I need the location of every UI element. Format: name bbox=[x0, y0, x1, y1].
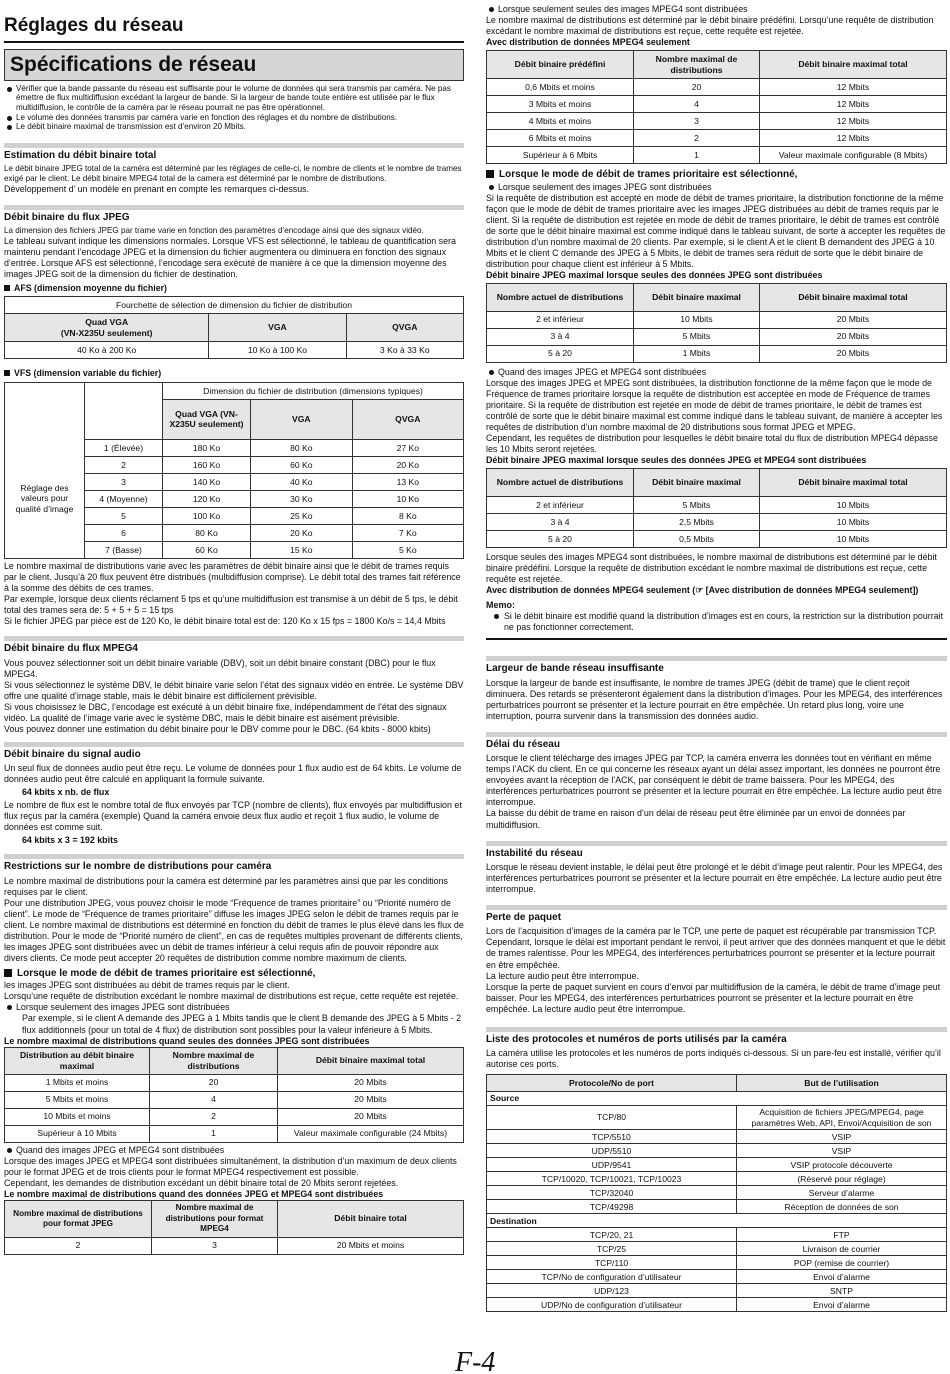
ports-source-row-cell: TCP/32040 bbox=[487, 1186, 737, 1200]
instability-heading: Instabilité du réseau bbox=[486, 841, 947, 860]
ports-source-row-cell: Réception de données de son bbox=[737, 1200, 947, 1214]
table4-title: Débit binaire JPEG maximal lorsque seules des données JPEG sont distribuées bbox=[486, 269, 823, 280]
ports-dest-row bbox=[487, 1228, 947, 1242]
table5-row-cell: 5 Mbits bbox=[634, 497, 760, 514]
vfs-row-cell: 140 Ko bbox=[163, 473, 251, 490]
mpeg4-heading: Débit binaire du flux MPEG4 bbox=[4, 636, 464, 655]
table5-row-cell: 0,5 Mbits bbox=[634, 531, 760, 548]
table4-row-cell: 1 Mbits bbox=[634, 345, 760, 362]
page-number: F-4 bbox=[455, 1347, 496, 1374]
ports-source-row-cell: UDP/9541 bbox=[487, 1158, 737, 1172]
table4-row-cell: 20 Mbits bbox=[760, 311, 947, 328]
after-table5: Lorsque seules des images MPEG4 sont distribuées, le nombre maximal de distributions est déterminé par le débit binaire prédéfini. Lorsque la requête de distribution excédant le nombre maximal de distributions est reçue, cette requête est rejetée. bbox=[486, 552, 937, 585]
table3-row bbox=[487, 79, 947, 96]
table1-row-cell: Supérieur à 10 Mbits bbox=[5, 1125, 150, 1142]
mode2-heading: Lorsque le mode de débit de trames prioritaire est sélectionné, bbox=[486, 169, 947, 181]
vfs-row-cell: 7 Ko bbox=[352, 524, 463, 541]
table2-title: Le nombre maximal de distributions quand des données JPEG et MPEG4 sont distribuées bbox=[4, 1188, 384, 1199]
afs-table bbox=[4, 296, 464, 359]
table5-row-cell: 2 et inférieur bbox=[487, 497, 634, 514]
table3-row-cell: 2 bbox=[634, 130, 760, 147]
mixed-max-bitrate-table bbox=[486, 468, 947, 548]
mixed-text-2: Cependant, les demandes de distribution excédant un débit binaire total de 20 Mbits seront rejetées. bbox=[4, 1177, 399, 1188]
table3-row-cell: 12 Mbits bbox=[760, 113, 947, 130]
ports-destination-label: Destination bbox=[487, 1214, 947, 1228]
vfs-header: Quad VGA (VN-X235U seulement) bbox=[163, 399, 251, 439]
ports-source-row-cell: VSIP protocole découverte bbox=[737, 1158, 947, 1172]
vfs-row-cell: 80 Ko bbox=[251, 439, 353, 456]
table3-row-cell: 12 Mbits bbox=[760, 79, 947, 96]
jpeg-text-2: Le tableau suivant indique les dimensions normales. Lorsque VFS est sélectionné, le tableau de quantification sera maintenu pendant l’encodage JPEG et la dimension du fichier augmentera ou diminuera en fonction des signaux d’entrée. Lorsque AFS est sélectionné, l’encodage sera exécuté de manière à ce que la dimension moyenne des images JPEG soit de la dimension du fichier de destination. bbox=[4, 236, 456, 280]
table4-row bbox=[487, 328, 947, 345]
vfs-header: QVGA bbox=[352, 399, 463, 439]
estimation-heading: Estimation du débit binaire total bbox=[4, 143, 464, 162]
ports-source-row-cell: TCP/10020, TCP/10021, TCP/10023 bbox=[487, 1172, 737, 1186]
table5-row-cell: 10 Mbits bbox=[760, 497, 947, 514]
vfs-row bbox=[5, 439, 464, 456]
table4-row-cell: 2 et inférieur bbox=[487, 311, 634, 328]
packet-text-2: La lecture audio peut être interrompue. bbox=[486, 970, 639, 981]
table5-header: Débit binaire maximal bbox=[634, 469, 760, 497]
right-jpeg-only-text: Si la requête de distribution est accepté en mode de débit de trames prioritaire, la distribution fonctionne de la même façon que le mode de débit de trames prioritaire avec les images JPEG distribuées au débit de trames requis par le client. Si la requête de distribution est rejetée en mode de débit de trames prioritaire, le débit de trames est contrôlé de sorte que le débit binaire maximal est comme indiqué dans le tableau suivant, de sorte à accepter les requêtes de distribution d’un nombre maximal de 20 clients. Par exemple, si le client A et le client B demandent des JPEG à 10 Mbits et le client C demande des JPEG à 5 Mbits, le débit de trames sera réduit de sorte que le débit binaire de distribution pour chaque client est inférieur à 5 Mbits. bbox=[486, 192, 946, 269]
ports-source-row-cell: (Réservé pour réglage) bbox=[737, 1172, 947, 1186]
table4-row-cell: 5 Mbits bbox=[634, 328, 760, 345]
table1-row-cell: 20 Mbits bbox=[278, 1108, 464, 1125]
vfs-row-cell: 30 Ko bbox=[251, 490, 353, 507]
afs-header: QVGA bbox=[346, 314, 463, 342]
vfs-row-cell: 60 Ko bbox=[163, 541, 251, 558]
vfs-row-cell: 100 Ko bbox=[163, 507, 251, 524]
table3-title: Avec distribution de données MPEG4 seulement bbox=[486, 37, 690, 48]
ports-dest-row-cell: Envoi d’alarme bbox=[737, 1270, 947, 1284]
jpeg-only-bullet: Lorsque seulement des images JPEG sont distribuées bbox=[4, 1002, 464, 1013]
right-jpeg-only-bullet: Lorsque seulement des images JPEG sont distribuées bbox=[486, 182, 947, 193]
table5-header: Débit binaire maximal total bbox=[760, 469, 947, 497]
delay-heading: Délai du réseau bbox=[486, 732, 947, 751]
vfs-row-cell: 15 Ko bbox=[251, 541, 353, 558]
spec-bullet: Le débit binaire maximal de transmission est d’environ 20 Mbits. bbox=[4, 122, 464, 132]
table3-row-cell: Supérieur à 6 Mbits bbox=[487, 147, 634, 164]
ports-source-row-cell: UDP/5510 bbox=[487, 1144, 737, 1158]
table1-row-cell: 20 Mbits bbox=[278, 1091, 464, 1108]
ports-dest-row-cell: UDP/No de configuration d’utilisateur bbox=[487, 1298, 737, 1312]
vfs-row-cell: 3 bbox=[85, 473, 163, 490]
table2-header: Nombre maximal de distributions pour format JPEG bbox=[5, 1200, 152, 1237]
mode-heading: Lorsque le mode de débit de trames prioritaire est sélectionné, bbox=[4, 968, 464, 980]
ports-dest-row-cell: Envoi d’alarme bbox=[737, 1298, 947, 1312]
table1-row bbox=[5, 1074, 464, 1091]
vfs-row-cell: 5 bbox=[85, 507, 163, 524]
vfs-row-cell: 6 bbox=[85, 524, 163, 541]
afs-header: Quad VGA (VN-X235U seulement) bbox=[5, 314, 209, 342]
memo-text: Si le débit binaire est modifié quand la distribution d’images est en cours, la restriction sur la distribution pourrait ne pas fonctionner correctement. bbox=[486, 611, 947, 633]
ports-source-row-cell: Acquisition de fichiers JPEG/MPEG4, page paramètres Web, API, Envoi/Acquisition de son bbox=[737, 1106, 947, 1130]
ports-source-label: Source bbox=[487, 1092, 947, 1106]
delay-text: Lorsque le client télécharge des images JPEG par TCP, la caméra enverra les données tout en vérifiant en même temps l’ACK du client. En ce qui concerne les réseaux ayant un délai assez important, les données ne pourront être envoyées avant la réception de l’ACK, par conséquent le débit de trame baissera. Pour les MPEG4, des interférences perturbatrices pourront se présenter et la lecture pourrait en être empêchée. La lecture audio peut être interrompue. bbox=[486, 753, 942, 808]
mpeg4-only-text: Le nombre maximal de distributions est déterminé par le débit binaire prédéfini. Lorsqu’une requête de distribution excédant le nombre maximal de distributions est reçue, cette requête est rejetée. bbox=[486, 15, 934, 37]
vfs-label: VFS (dimension variable du fichier) bbox=[4, 368, 464, 379]
ports-source-row-cell: VSIP bbox=[737, 1144, 947, 1158]
restrictions-heading: Restrictions sur le nombre de distributions pour caméra bbox=[4, 854, 464, 873]
table1-row bbox=[5, 1091, 464, 1108]
table4-header: Nombre actuel de distributions bbox=[487, 283, 634, 311]
table4-header: Débit binaire maximal bbox=[634, 283, 760, 311]
ports-dest-row bbox=[487, 1298, 947, 1312]
page-title: Réglages du réseau bbox=[4, 14, 464, 43]
mpeg4-only-bullet: Lorsque seulement seules des images MPEG4 sont distribuées bbox=[486, 4, 947, 15]
table3-row-cell: 0,6 Mbits et moins bbox=[487, 79, 634, 96]
ports-dest-row bbox=[487, 1270, 947, 1284]
table1-row-cell: 20 bbox=[150, 1074, 278, 1091]
table3-row bbox=[487, 96, 947, 113]
table1-row bbox=[5, 1125, 464, 1142]
table3-row bbox=[487, 130, 947, 147]
right-mixed-text-2: Cependant, les requêtes de distribution pour lesquelles le débit binaire total du flux de distribution MPEG4 dépasse les 10 Mbits seront rejetées. bbox=[486, 432, 938, 455]
afs-cell: 40 Ko à 200 Ko bbox=[5, 342, 209, 359]
ports-header: But de l’utilisation bbox=[737, 1075, 947, 1092]
mixed-distribution-table bbox=[4, 1200, 464, 1255]
ports-dest-row-cell: SNTP bbox=[737, 1284, 947, 1298]
table3-row bbox=[487, 113, 947, 130]
vfs-row-cell: 40 Ko bbox=[251, 473, 353, 490]
table5-row-cell: 3 à 4 bbox=[487, 514, 634, 531]
vfs-row-cell: 7 (Basse) bbox=[85, 541, 163, 558]
table2-header: Débit binaire total bbox=[278, 1200, 464, 1237]
ports-text: La caméra utilise les protocoles et les numéros de ports indiqués ci-dessous. Si un pare-feu est installé, vérifier qu’il autorise ces ports. bbox=[486, 1048, 941, 1070]
table4-row bbox=[487, 311, 947, 328]
jpeg-after-2: Par exemple, lorsque deux clients réclament 5 tps et qu’une multidiffusion est transmise à un débit de 5 tps, le débit total des trames sera de: 5 + 5 + 5 = 15 tps bbox=[4, 594, 458, 616]
table3-row bbox=[487, 147, 947, 164]
table5-row-cell: 10 Mbits bbox=[760, 531, 947, 548]
mixed-bullet: Quand des images JPEG et MPEG4 sont distribuées bbox=[4, 1145, 464, 1156]
table1-row-cell: Valeur maximale configurable (24 Mbits) bbox=[278, 1125, 464, 1142]
ports-source-row bbox=[487, 1186, 947, 1200]
ports-heading: Liste des protocoles et numéros de ports utilisés par la caméra bbox=[486, 1027, 947, 1046]
bandwidth-text: Lorsque la largeur de bande est insuffisante, le nombre de trames JPEG (débit de trame) que le client reçoit diminuera. Des retards se présenteront également dans la distribution d’images. Pour les MPEG4, des interférences perturbatrices pourront se présenter et la lecture pourrait en être empêchée. Un retard plus long, voire une interruption, pourra survenir dans la transmission des données audio. bbox=[486, 677, 943, 721]
table5-row bbox=[487, 531, 947, 548]
left-column bbox=[4, 14, 464, 1255]
ports-source-row bbox=[487, 1172, 947, 1186]
table3-row-cell: 12 Mbits bbox=[760, 96, 947, 113]
memo-label: Memo: bbox=[486, 600, 515, 611]
table3-row-cell: 1 bbox=[634, 147, 760, 164]
ports-dest-row-cell: Livraison de courrier bbox=[737, 1242, 947, 1256]
audio-formula: 64 kbits x nb. de flux bbox=[22, 787, 110, 798]
vfs-row-cell: 20 Ko bbox=[251, 524, 353, 541]
table4-header: Débit binaire maximal total bbox=[760, 283, 947, 311]
ports-source-row bbox=[487, 1106, 947, 1130]
ports-dest-row bbox=[487, 1284, 947, 1298]
table3-row-cell: 6 Mbits et moins bbox=[487, 130, 634, 147]
table1-title: Le nombre maximal de distributions quand seules des données JPEG sont distribuées bbox=[4, 1035, 370, 1046]
table3-row-cell: 3 Mbits et moins bbox=[487, 96, 634, 113]
table1-row-cell: 2 bbox=[150, 1108, 278, 1125]
table5-header: Nombre actuel de distributions bbox=[487, 469, 634, 497]
table1-row-cell: 5 Mbits et moins bbox=[5, 1091, 150, 1108]
table2-cell: 20 Mbits et moins bbox=[278, 1237, 464, 1254]
table2-cell: 2 bbox=[5, 1237, 152, 1254]
ports-source-row-cell: TCP/49298 bbox=[487, 1200, 737, 1214]
reference-link[interactable]: Avec distribution de données MPEG4 seulement (☞ [Avec distribution de données MPEG4 seulement]) bbox=[486, 585, 919, 596]
estimation-text: Le débit binaire JPEG total de la caméra est déterminé par les réglages de celle-ci, le nombre de clients et le nombre de trames exigé par le client. Le débit binaire MPEG4 total de la camera est déterminé par le nombre de distributions. bbox=[4, 164, 462, 184]
vfs-row-cell: 2 bbox=[85, 456, 163, 473]
ports-header: Protocole/No de port bbox=[487, 1075, 737, 1092]
table1-row-cell: 1 bbox=[150, 1125, 278, 1142]
ports-dest-row bbox=[487, 1256, 947, 1270]
table1-header: Distribution au débit binaire maximal bbox=[5, 1047, 150, 1074]
vfs-row-cell: 10 Ko bbox=[352, 490, 463, 507]
vfs-row-cell: 13 Ko bbox=[352, 473, 463, 490]
table1-row-cell: 4 bbox=[150, 1091, 278, 1108]
packet-text-3: Lorsque la perte de paquet survient en cours d’envoi par multidiffusion de la caméra, le débit de trame d’image peut baisser. Pour les MPEG4, des interférences perturbatrices pourront se présenter et la lecture pourrait en être empêchée. La lecture audio peut être interrompue. bbox=[486, 981, 941, 1014]
table3-header: Débit binaire prédéfini bbox=[487, 51, 634, 79]
table3-row-cell: 20 bbox=[634, 79, 760, 96]
table3-row-cell: 4 bbox=[634, 96, 760, 113]
ports-dest-row-cell: FTP bbox=[737, 1228, 947, 1242]
audio-heading: Débit binaire du signal audio bbox=[4, 742, 464, 761]
mode-text: les images JPEG sont distribuées au débit de trames requis par le client. bbox=[4, 980, 290, 991]
afs-label: AFS (dimension moyenne du fichier) bbox=[4, 283, 464, 294]
restrictions-para: Pour une distribution JPEG, vous pouvez choisir le mode “Fréquence de trames prioritaire” ou “Priorité numéro de client”. Le mode de “Fréquence de trames prioritaire” diffuse les images JPEG selon le débit de trames requis par le client. Le nombre maximal de distributions est déterminé en fonction du débit de trames le plus élevé dans les flux de distribution. Pour le mode de “Priorité numéro de client”, en cas de requêtes multiples provenant de différents clients, les images JPEG sont distribuées avec un débit de trames inférieur à celui requis afin de pouvoir répondre aux divers clients. Ce mode peut accepter 20 requêtes de distribution comme nombre maximum de clients. bbox=[4, 897, 464, 963]
vfs-row-cell: 180 Ko bbox=[163, 439, 251, 456]
table4-row-cell: 5 à 20 bbox=[487, 345, 634, 362]
jpeg-text: La dimension des fichiers JPEG par trame varie en fonction des paramètres d’encodage ainsi que des signaux vidéo. bbox=[4, 226, 424, 236]
afs-caption: Fourchette de sélection de dimension du fichier de distribution bbox=[5, 297, 464, 314]
table4-row-cell: 20 Mbits bbox=[760, 328, 947, 345]
table5-title: Débit binaire JPEG maximal lorsque seules des données JPEG et MPEG4 sont distribuées bbox=[486, 455, 867, 466]
table1-row-cell: 20 Mbits bbox=[278, 1074, 464, 1091]
ports-source-row-cell: TCP/5510 bbox=[487, 1130, 737, 1144]
table5-row-cell: 2,5 Mbits bbox=[634, 514, 760, 531]
vfs-row-cell: 4 (Moyenne) bbox=[85, 490, 163, 507]
vfs-row-cell: 1 (Élevée) bbox=[85, 439, 163, 456]
jpeg-heading: Débit binaire du flux JPEG bbox=[4, 205, 464, 224]
right-column bbox=[486, 4, 947, 1312]
audio-example: 64 kbits x 3 = 192 kbits bbox=[22, 835, 118, 846]
ports-dest-row-cell: UDP/123 bbox=[487, 1284, 737, 1298]
jpeg-after-1: Le nombre maximal de distributions varie avec les paramètres de débit binaire ainsi que le débit de trames requis par le client. Jusqu’à 20 flux peuvent être distribués (multidiffusion comprise). Le débit total des trames fait référence à la somme des débits de ces trames. bbox=[4, 560, 461, 594]
table2-header: Nombre maximal de distributions pour format MPEG4 bbox=[152, 1200, 278, 1237]
jpeg-after-3: Si le fichier JPEG par pièce est de 120 Ko, le débit binaire total est de: 120 Ko x 15 fps = 1800 Ko/s = 14,4 Mbits bbox=[4, 616, 446, 627]
right-mixed-text: Lorsque des images JPEG et MPEG sont distribuées, la distribution fonctionne de la même façon que le mode de Fréquence de trames prioritaire lorsque la requête de distribution est acceptée en mode de Fréquence de trames prioritaire. Si la requête de distribution est rejetée en mode de débit de trames prioritaire, le débit de trames est contrôlé de sorte que le débit binaire maximal est comme indiqué dans le tableau suivant, de manière à accepter les requêtes de distribution d’un nombre maximal de 20 distributions sous format JPEG et MPEG. bbox=[486, 377, 943, 432]
ports-source-row bbox=[487, 1200, 947, 1214]
vfs-row-cell: 25 Ko bbox=[251, 507, 353, 524]
estimation-text-2: Développement d’ un modèle en prenant en compte les remarques ci-dessus. bbox=[4, 183, 310, 194]
vfs-row-cell: 60 Ko bbox=[251, 456, 353, 473]
table5-row bbox=[487, 514, 947, 531]
table1-header: Débit binaire maximal total bbox=[278, 1047, 464, 1074]
table4-row-cell: 10 Mbits bbox=[634, 311, 760, 328]
afs-cell: 3 Ko à 33 Ko bbox=[346, 342, 463, 359]
table4-row-cell: 3 à 4 bbox=[487, 328, 634, 345]
packet-text: Lors de l’acquisition d’images de la caméra par le TCP, une perte de paquet est récupérable par transmission TCP. Cependant, lorsque le délai est important pendant le renvoi, il peut arriver que des données manquent et que le débit de trames ralentisse. Pour les MPEG4, des interférences perturbatrices pourront se présenter et la lecture pourrait en être empêchée. bbox=[486, 926, 946, 970]
ports-source-row bbox=[487, 1130, 947, 1144]
table3-row-cell: 3 bbox=[634, 113, 760, 130]
mpeg4-para: Vous pouvez sélectionner soit un débit binaire variable (DBV), soit un débit binaire constant (DBC) pour le flux MPEG4. bbox=[4, 657, 436, 679]
mpeg4-para: Si vous sélectionnez le système DBV, le débit binaire varie selon l’état des signaux vidéo en entrée. Le système DBV offre une qualité d’image stable, mais le débit binaire est difficilement prévisible. bbox=[4, 679, 464, 701]
ports-dest-row-cell: TCP/25 bbox=[487, 1242, 737, 1256]
table1-row-cell: 10 Mbits et moins bbox=[5, 1108, 150, 1125]
table3-header: Débit binaire maximal total bbox=[760, 51, 947, 79]
right-mixed-bullet: Quand des images JPEG et MPEG4 sont distribuées bbox=[486, 367, 947, 378]
ports-table bbox=[486, 1074, 947, 1312]
table1-header: Nombre maximal de distributions bbox=[150, 1047, 278, 1074]
mpeg4-distribution-table bbox=[486, 50, 947, 164]
ports-source-row-cell: Serveur d’alarme bbox=[737, 1186, 947, 1200]
table3-row-cell: 4 Mbits et moins bbox=[487, 113, 634, 130]
restrictions-para: Le nombre maximal de distributions pour la caméra est déterminé par les paramètres ainsi que par les conditions requises par le client. bbox=[4, 875, 448, 897]
table4-row bbox=[487, 345, 947, 362]
ports-source-row-cell: TCP/80 bbox=[487, 1106, 737, 1130]
instability-text: Lorsque le réseau devient instable, le délai peut être prolongé et le débit d’image peut ralentir. Pour les MPEG4, des interférences perturbatrices pourront se présenter et la lecture pourrait en être empêchée. La lecture audio peut être interrompue. bbox=[486, 861, 943, 894]
section-title: Spécifications de réseau bbox=[4, 49, 464, 81]
ports-source-row bbox=[487, 1144, 947, 1158]
afs-cell: 10 Ko à 100 Ko bbox=[209, 342, 346, 359]
ports-dest-row-cell: TCP/110 bbox=[487, 1256, 737, 1270]
jpeg-distribution-table bbox=[4, 1047, 464, 1143]
jpeg-only-text: Par exemple, si le client A demande des JPEG à 1 Mbits tandis que le client B demande des JPEG à 5 Mbits - 2 flux additionnels (pour un total de 4 flux) de distribution sont possibles pour la valeur inférieure à 5 Mbits. bbox=[22, 1013, 462, 1035]
vfs-row-header: Réglage des valeurs pour qualité d’image bbox=[5, 439, 85, 558]
bandwidth-heading: Largeur de bande réseau insuffisante bbox=[486, 656, 947, 675]
vfs-row-cell: 120 Ko bbox=[163, 490, 251, 507]
table1-row-cell: 1 Mbits et moins bbox=[5, 1074, 150, 1091]
table5-row-cell: 10 Mbits bbox=[760, 514, 947, 531]
table5-row-cell: 5 à 20 bbox=[487, 531, 634, 548]
table4-row-cell: 20 Mbits bbox=[760, 345, 947, 362]
mode-text-2: Lorsqu’une requête de distribution excédant le nombre maximal de distributions est reçue, cette requête est rejetée. bbox=[4, 991, 459, 1002]
ports-dest-row-cell: TCP/20, 21 bbox=[487, 1228, 737, 1242]
vfs-caption: Dimension du fichier de distribution (dimensions typiques) bbox=[163, 382, 464, 399]
vfs-row-cell: 160 Ko bbox=[163, 456, 251, 473]
table3-row-cell: Valeur maximale configurable (8 Mbits) bbox=[760, 147, 947, 164]
vfs-header: VGA bbox=[251, 399, 353, 439]
spec-bullet: Le volume des données transmis par caméra varie en fonction des réglages et du nombre de distributions. bbox=[4, 113, 464, 123]
table2-cell: 3 bbox=[152, 1237, 278, 1254]
table3-header: Nombre maximal de distributions bbox=[634, 51, 760, 79]
afs-header: VGA bbox=[209, 314, 346, 342]
jpeg-max-bitrate-table bbox=[486, 283, 947, 363]
vfs-row-cell: 8 Ko bbox=[352, 507, 463, 524]
vfs-row-cell: 80 Ko bbox=[163, 524, 251, 541]
delay-text-2: La baisse du débit de trame en raison d’un délai de réseau peut être éliminée par un envoi de données par multidiffusion. bbox=[486, 808, 906, 830]
ports-dest-row bbox=[487, 1242, 947, 1256]
vfs-row-cell: 5 Ko bbox=[352, 541, 463, 558]
vfs-row-cell: 20 Ko bbox=[352, 456, 463, 473]
ports-source-row-cell: VSIP bbox=[737, 1130, 947, 1144]
mpeg4-para: Vous pouvez donner une estimation du débit binaire pour le DBV comme pour le DBC. (64 kbits - 8000 kbits) bbox=[4, 723, 431, 734]
mixed-text: Lorsque des images JPEG et MPEG4 sont distribuées simultanément, la distribution d’un maximum de deux clients pour le format JPEG et de trois clients pour le format MPEG4 respectivement est possible. bbox=[4, 1155, 457, 1177]
packet-heading: Perte de paquet bbox=[486, 905, 947, 924]
table3-row-cell: 12 Mbits bbox=[760, 130, 947, 147]
audio-text: Un seul flux de données audio peut être reçu. Le volume de données pour 1 flux audio est de 64 kbits. Le volume de données audio peut être calculé en appliquant la formule suivante. bbox=[4, 763, 462, 785]
memo-box bbox=[486, 600, 947, 640]
table5-row bbox=[487, 497, 947, 514]
spec-bullet: Vérifier que la bande passante du réseau est suffisante pour le volume de données qui sera transmis par caméra. Ne pas émettre de flux multidiffusion excédant la largeur de bande. Si la largeur de bande toute entière est utilisée par le flux multidiffusion, le contrôle de la caméra par le réseau pourrait ne pas être opérationnel. bbox=[4, 84, 464, 113]
vfs-table bbox=[4, 382, 464, 559]
ports-dest-row-cell: POP (remise de courrier) bbox=[737, 1256, 947, 1270]
ports-source-row bbox=[487, 1158, 947, 1172]
vfs-row-cell: 27 Ko bbox=[352, 439, 463, 456]
audio-text-2: Le nombre de flux est le nombre total de flux envoyés par TCP (nombre de clients), flux envoyés par multidiffusion et flux reçus par la caméra (exemple) Quand la caméra envoie deux flux audio et reçoit 1 flux audio, le volume de données est comme suit. bbox=[4, 800, 462, 833]
table1-row bbox=[5, 1108, 464, 1125]
ports-dest-row-cell: TCP/No de configuration d’utilisateur bbox=[487, 1270, 737, 1284]
mpeg4-para: Si vous choisissez le DBC, l’encodage est exécuté à un débit binaire fixe, indépendamment de l’état des signaux vidéo. La qualité de l’image varie avec le système DBC, mais le débit binaire est aisément prévisible. bbox=[4, 701, 447, 723]
